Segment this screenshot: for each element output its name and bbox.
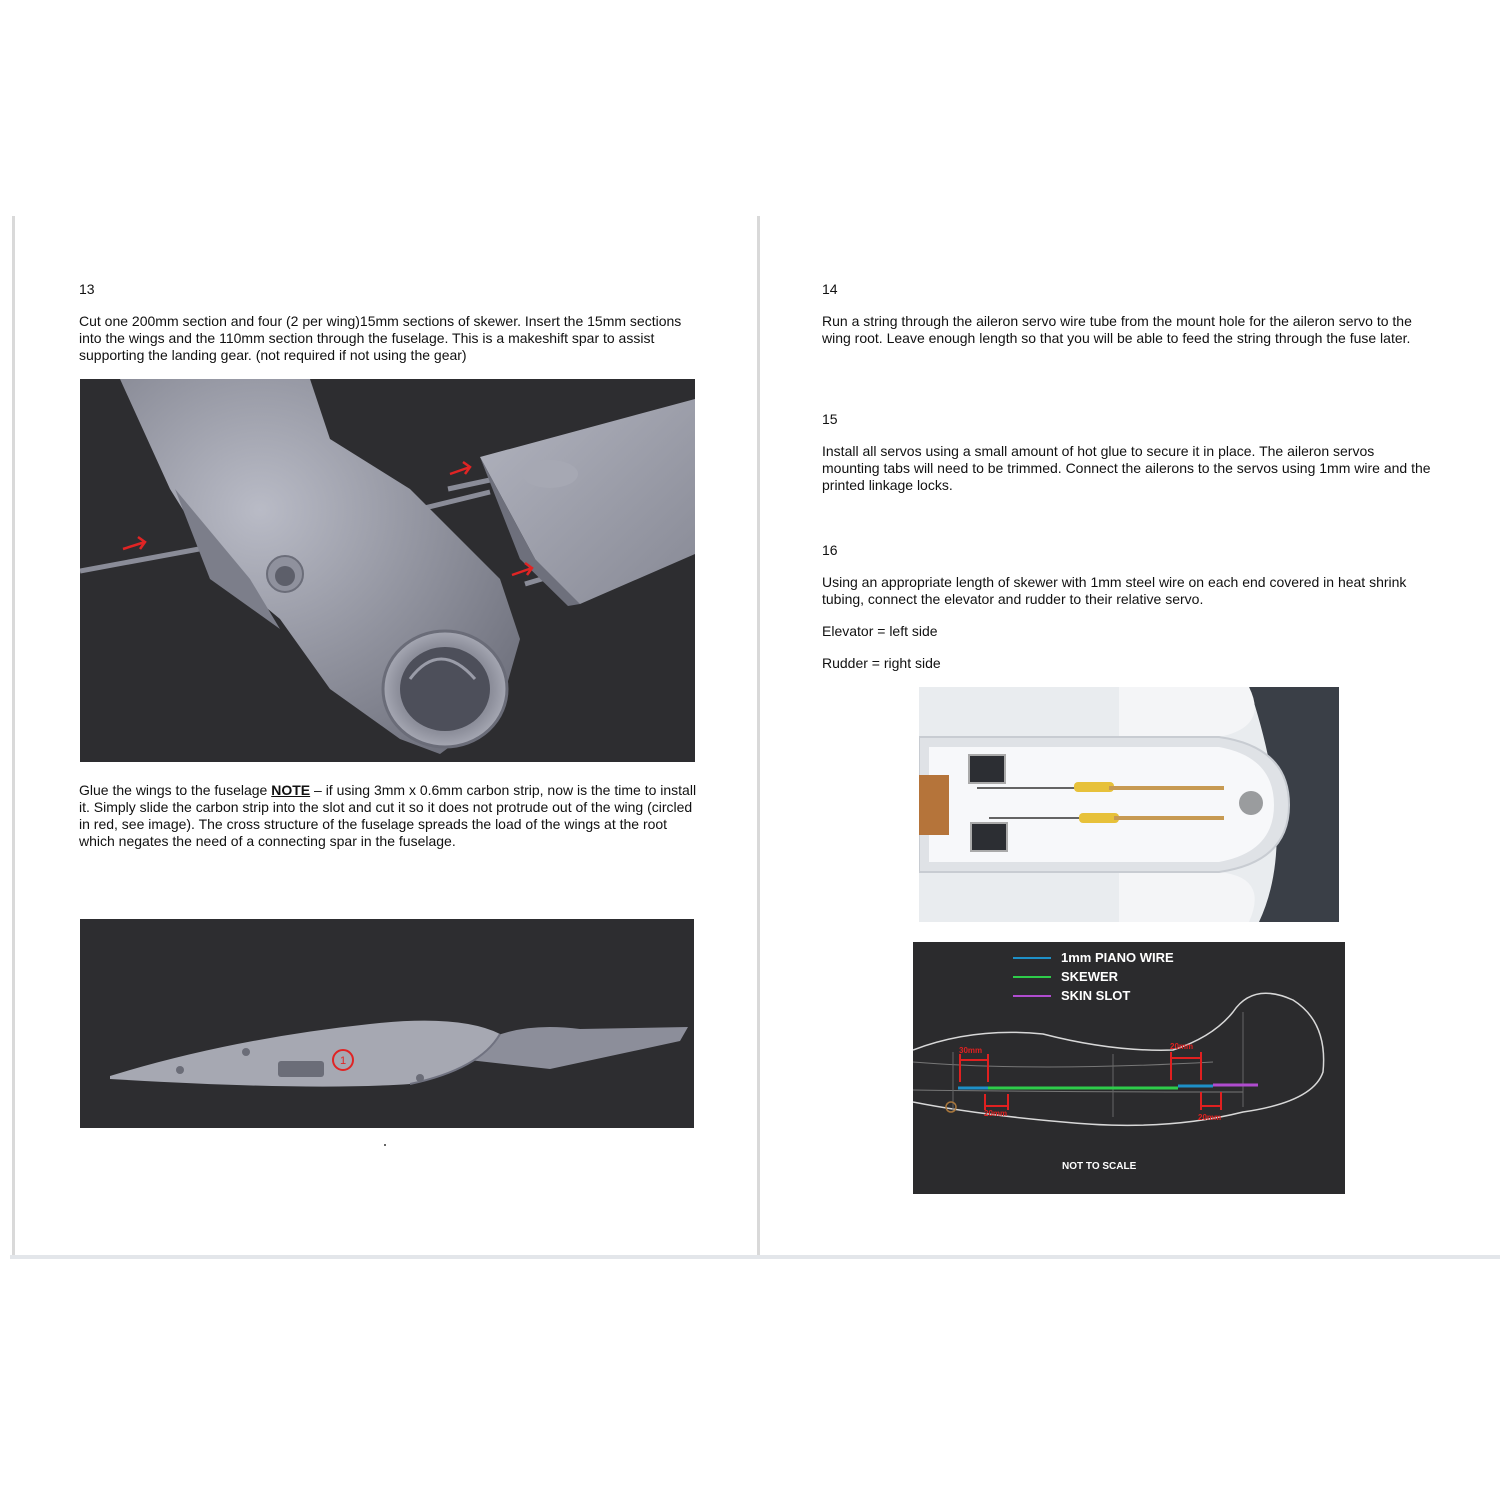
wing-circle-label: 1 [339,1055,347,1067]
stray-dot [384,1144,386,1146]
note-label: NOTE [271,782,311,798]
linkage-diagram [913,942,1345,1194]
rudder-note: Rudder = right side [822,655,941,671]
step-15-text: Install all servos using a small amount of hot glue to secure it in place. The aileron servos mounting tabs will need to be trimmed. Connect the ailerons to the servos using 1mm wire and the printed linkage locks. [822,443,1431,493]
step-13-text: Cut one 200mm section and four (2 per wing)15mm sections of skewer. Insert the 15mm sections into the wings and the 110mm section through the fuselage. This is a makeshift spar to assist supporting the landing gear. (not required if not using the gear) [79,313,682,363]
step-15-number: 15 [822,411,838,427]
legend-label: SKEWER [1061,969,1119,984]
dimension-label: 20mm [1198,1113,1222,1122]
step-16-text: Using an appropriate length of skewer with 1mm steel wire on each end covered in heat shrink tubing, connect the elevator and rudder to their relative servo. [822,574,1407,607]
legend-label: SKIN SLOT [1061,988,1131,1003]
legend-item-skewer [1013,967,1174,986]
fuselage-wing-render [80,379,695,762]
dimension-label: 20mm [1170,1042,1194,1051]
step-16-number: 16 [822,542,838,558]
not-to-scale-label: NOT TO SCALE [1062,1161,1137,1172]
step-13-number: 13 [79,281,95,297]
glue-text-after: – if using 3mm x 0.6mm carbon strip, now is the time to install it. Simply slide the carbon strip into the slot and cut it so it does not protrude out of the wing (circled in red, see image). The cross structure of the fuselage spreads the load of the wings at the root which negates the need of a connecting spar in the fuselage. [79,782,697,849]
elevator-note: Elevator = left side [822,623,938,639]
legend-swatch [1013,957,1051,959]
legend-label: 1mm PIANO WIRE [1061,950,1174,965]
page-bottom-edge [10,1255,1500,1259]
dimension-label: 20mm [984,1109,1008,1118]
glue-text-before: Glue the wings to the fuselage [79,782,272,798]
legend-item-piano-wire [1013,948,1174,967]
legend-item-skin-slot [1013,986,1174,1005]
legend-swatch [1013,976,1051,978]
legend-swatch [1013,995,1051,997]
diagram-legend [1013,948,1174,1005]
step-14-number: 14 [822,281,838,297]
dimension-label: 30mm [959,1046,983,1055]
step-14-text: Run a string through the aileron servo wire tube from the mount hole for the aileron servo to the wing root. Leave enough length so that you will be able to feed the string through the fuse later. [822,313,1412,346]
servo-photo [919,687,1339,922]
wing-root-render [80,919,694,1128]
glue-wings-text [79,782,699,850]
